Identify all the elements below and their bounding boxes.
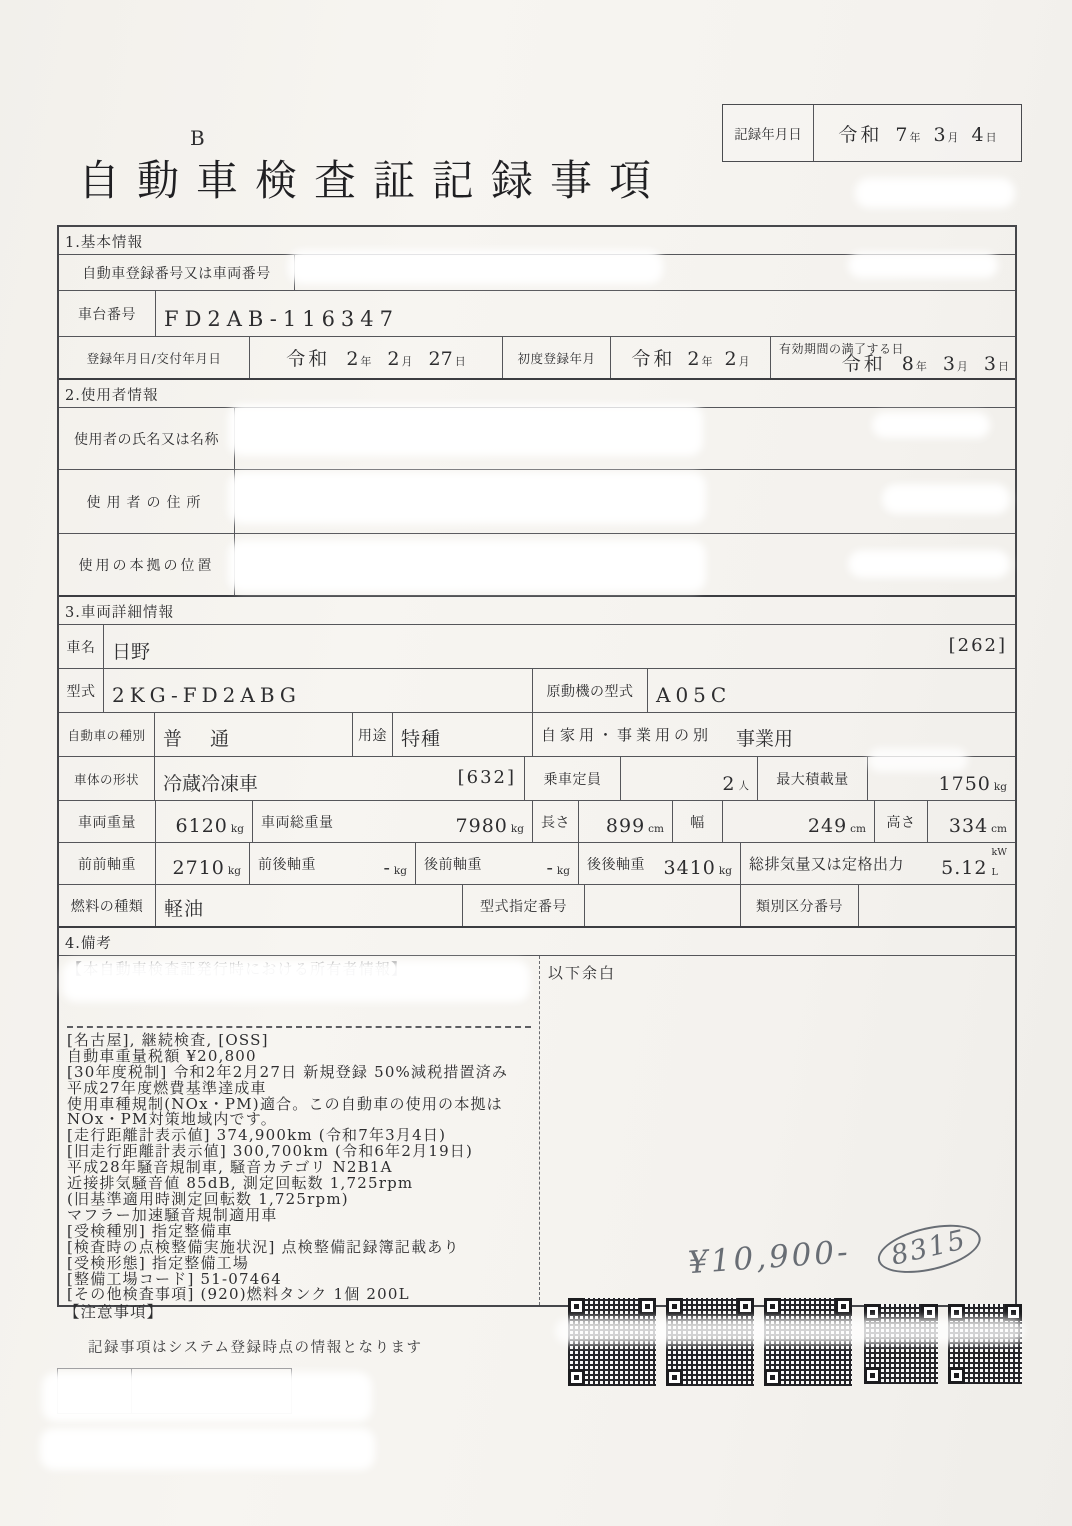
height-label: 高さ xyxy=(874,801,927,842)
class-number-value xyxy=(858,885,1015,926)
capacity-label: 乗車定員 xyxy=(524,757,620,800)
vehicle-kind-label: 自動車の種別 xyxy=(67,727,146,743)
displacement-cell xyxy=(740,843,1015,884)
fuel-type-value: 軽油 xyxy=(155,885,462,926)
redaction-blur xyxy=(882,484,1010,514)
use-value: 特種 xyxy=(392,713,532,756)
axle-rr-value: 3410 kg xyxy=(663,857,732,879)
private-business-label: 自家用・事業用の別 xyxy=(541,726,713,744)
redaction-blur xyxy=(848,252,998,278)
axle-weight-row xyxy=(59,842,1015,884)
notice-header: 【注意事項】 xyxy=(64,1303,164,1321)
record-date-value: 令和 7 年 3 月 4 日 xyxy=(814,105,1021,161)
section2-header: 2.使用者情報 xyxy=(59,378,1015,407)
handwritten-amount: ¥10,900- xyxy=(686,1233,852,1282)
first-registration-label: 初度登録年月 xyxy=(502,337,610,378)
vehicle-kind-value: 普通 xyxy=(154,713,352,756)
weight-row xyxy=(59,800,1015,842)
length-label: 長さ xyxy=(532,801,578,842)
height-value: 334 cm xyxy=(927,801,1015,842)
remarks-right-cell xyxy=(540,956,1015,1305)
body-shape-label: 車体の形状 xyxy=(73,771,139,787)
remark-line: [旧走行距離計表示値] 300,700km (令和6年2月19日) xyxy=(67,1142,474,1161)
gross-weight-label: 車両総重量 xyxy=(261,814,334,831)
record-date-box xyxy=(722,104,1022,162)
car-name-code: [262] xyxy=(948,635,1007,656)
remark-line: [検査時の点検整備実施状況] 点検整備記録簿記載あり xyxy=(67,1237,460,1256)
model-value: 2KG-FD2ABG xyxy=(103,669,532,712)
registration-number-label: 自動車登録番号又は車両番号 xyxy=(82,265,271,282)
blank-below-note: 以下余白 xyxy=(548,964,617,982)
remark-line: 使用車種規制(NOx・PM)適合。この自動車の使用の本拠はNOx・PM対策地域内です。 xyxy=(67,1094,503,1129)
displacement-value: 5.12 kW L xyxy=(941,847,1007,879)
remark-line: [受検形態] 指定整備工場 xyxy=(67,1253,250,1272)
redaction-blur xyxy=(848,550,1010,578)
redaction-blur xyxy=(42,1372,372,1422)
axle-fr-cell xyxy=(249,843,415,884)
remark-line: [名古屋], 継続検査, [OSS] xyxy=(67,1030,269,1049)
axle-rr-label: 後後軸重 xyxy=(587,856,645,873)
displacement-label: 総排気量又は定格出力 xyxy=(749,855,905,873)
model-row xyxy=(59,668,1015,712)
redaction-blur xyxy=(228,540,706,592)
registration-date-label: 登録年月日/交付年月日 xyxy=(86,350,222,366)
axle-fr-value: - kg xyxy=(383,857,407,879)
car-name-value: 日野 xyxy=(112,641,151,663)
remark-line: 平成28年騒音規制車, 騒音カテゴリ N2B1A xyxy=(67,1158,393,1177)
axle-fr-label: 前後軸重 xyxy=(258,856,316,873)
redaction-blur xyxy=(555,1318,1025,1344)
gross-weight-value: 7980 kg xyxy=(455,815,524,837)
axle-rr-cell xyxy=(578,843,740,884)
remark-line: マフラー加速騒音規制適用車 xyxy=(67,1205,278,1224)
fuel-row xyxy=(59,884,1015,926)
remark-line: [その他検査事項] (920)燃料タンク 1個 200L xyxy=(67,1285,410,1304)
width-label: 幅 xyxy=(672,801,722,842)
redaction-blur xyxy=(855,178,1015,208)
chassis-number-value: FD2AB-116347 xyxy=(155,291,1015,336)
qr-code xyxy=(864,1304,938,1384)
car-name-cell xyxy=(103,625,1015,668)
remark-line: 近接排気騒音値 85dB, 測定回転数 1,725rpm xyxy=(67,1174,414,1193)
max-load-label: 最大積載量 xyxy=(757,757,867,800)
redaction-blur xyxy=(228,404,703,456)
first-registration-value: 令和 2 年 2 月 xyxy=(610,337,770,378)
axle-rf-value: - kg xyxy=(546,857,570,879)
body-shape-code: [632] xyxy=(457,767,516,788)
length-value: 899 cm xyxy=(578,801,672,842)
vehicle-kind-row xyxy=(59,712,1015,756)
handwritten-note xyxy=(687,1224,983,1287)
registration-date-row xyxy=(59,336,1015,378)
class-number-label: 類別区分番号 xyxy=(740,885,858,926)
redaction-blur xyxy=(868,748,968,772)
expiry-date-cell: 有効期間の満了する日 令和 8 年 3 月 3 日 xyxy=(770,337,1015,378)
base-location-label: 使用の本拠の位置 xyxy=(78,557,215,574)
redaction-blur xyxy=(288,250,663,284)
chassis-number-row xyxy=(59,290,1015,336)
remarks-left-cell xyxy=(59,956,540,1305)
registration-date-value: 令和 2 年 2 月 27 日 xyxy=(249,337,502,378)
qr-code xyxy=(948,1304,1022,1384)
redaction-blur xyxy=(872,412,990,438)
use-label: 用途 xyxy=(352,713,392,756)
remark-line: 平成27年度燃費基準達成車 xyxy=(67,1078,267,1097)
axle-ff-label: 前前軸重 xyxy=(78,856,136,873)
model-label: 型式 xyxy=(66,683,96,700)
redaction-blur xyxy=(62,960,530,1002)
redaction-blur xyxy=(40,1428,375,1470)
type-approval-number-label: 型式指定番号 xyxy=(462,885,584,926)
remark-line: [走行距離計表示値] 374,900km (令和7年3月4日) xyxy=(67,1126,447,1145)
qr-code-group-right xyxy=(864,1304,1022,1384)
owner-separator xyxy=(67,1026,531,1028)
axle-rf-label: 後前軸重 xyxy=(424,856,482,873)
width-value: 249 cm xyxy=(722,801,874,842)
type-approval-number-value xyxy=(584,885,740,926)
axle-ff-value: 2710 kg xyxy=(155,843,249,884)
redaction-blur xyxy=(228,472,706,524)
body-shape-value: 冷蔵冷凍車 xyxy=(163,773,259,795)
remark-line: [受検種別] 指定整備車 xyxy=(67,1221,233,1240)
remark-line: [整備工場コード] 51-07464 xyxy=(67,1269,282,1288)
remark-line: [30年度税制] 令和2年2月27日 新規登録 50%減税措置済み xyxy=(67,1062,509,1081)
remark-line: 自動車重量税額 ¥20,800 xyxy=(67,1046,257,1065)
max-load-value: 1750 kg xyxy=(867,757,1015,800)
body-shape-cell xyxy=(154,757,524,800)
engine-model-value: A05C xyxy=(647,669,1015,712)
displacement-units: kW L xyxy=(991,847,1007,878)
capacity-value: 2 人 xyxy=(620,757,757,800)
vehicle-weight-label: 車両重量 xyxy=(78,814,136,831)
gross-weight-cell xyxy=(252,801,532,842)
section1-header: 1.基本情報 xyxy=(65,235,143,251)
remark-line: (旧基準適用時測定回転数 1,725rpm) xyxy=(67,1189,349,1208)
handwritten-circled-code: 8315 xyxy=(873,1216,985,1281)
form-mark: B xyxy=(190,126,205,150)
record-date-label: 記録年月日 xyxy=(723,105,814,161)
user-name-label: 使用者の氏名又は名称 xyxy=(74,431,219,448)
section3-header: 3.車両詳細情報 xyxy=(59,595,1015,624)
car-name-row xyxy=(59,624,1015,668)
vehicle-weight-value: 6120 kg xyxy=(155,801,252,842)
notice-text: 記録事項はシステム登録時点の情報となります xyxy=(88,1340,423,1356)
axle-rf-cell xyxy=(415,843,578,884)
page-title: 自動車検査証記録事項 xyxy=(78,156,669,205)
private-business-value: 事業用 xyxy=(736,728,794,750)
chassis-number-label: 車台番号 xyxy=(78,306,136,323)
user-address-label: 使用者の住所 xyxy=(86,494,207,511)
record-date-era: 令和 xyxy=(838,123,883,146)
expiry-date-label: 有効期間の満了する日 xyxy=(779,342,905,356)
engine-model-label: 原動機の型式 xyxy=(532,669,647,712)
section4-header: 4.備考 xyxy=(59,926,1015,955)
fuel-type-label: 燃料の種類 xyxy=(70,898,144,915)
remarks-row xyxy=(59,955,1015,1305)
car-name-label: 車名 xyxy=(66,639,96,656)
